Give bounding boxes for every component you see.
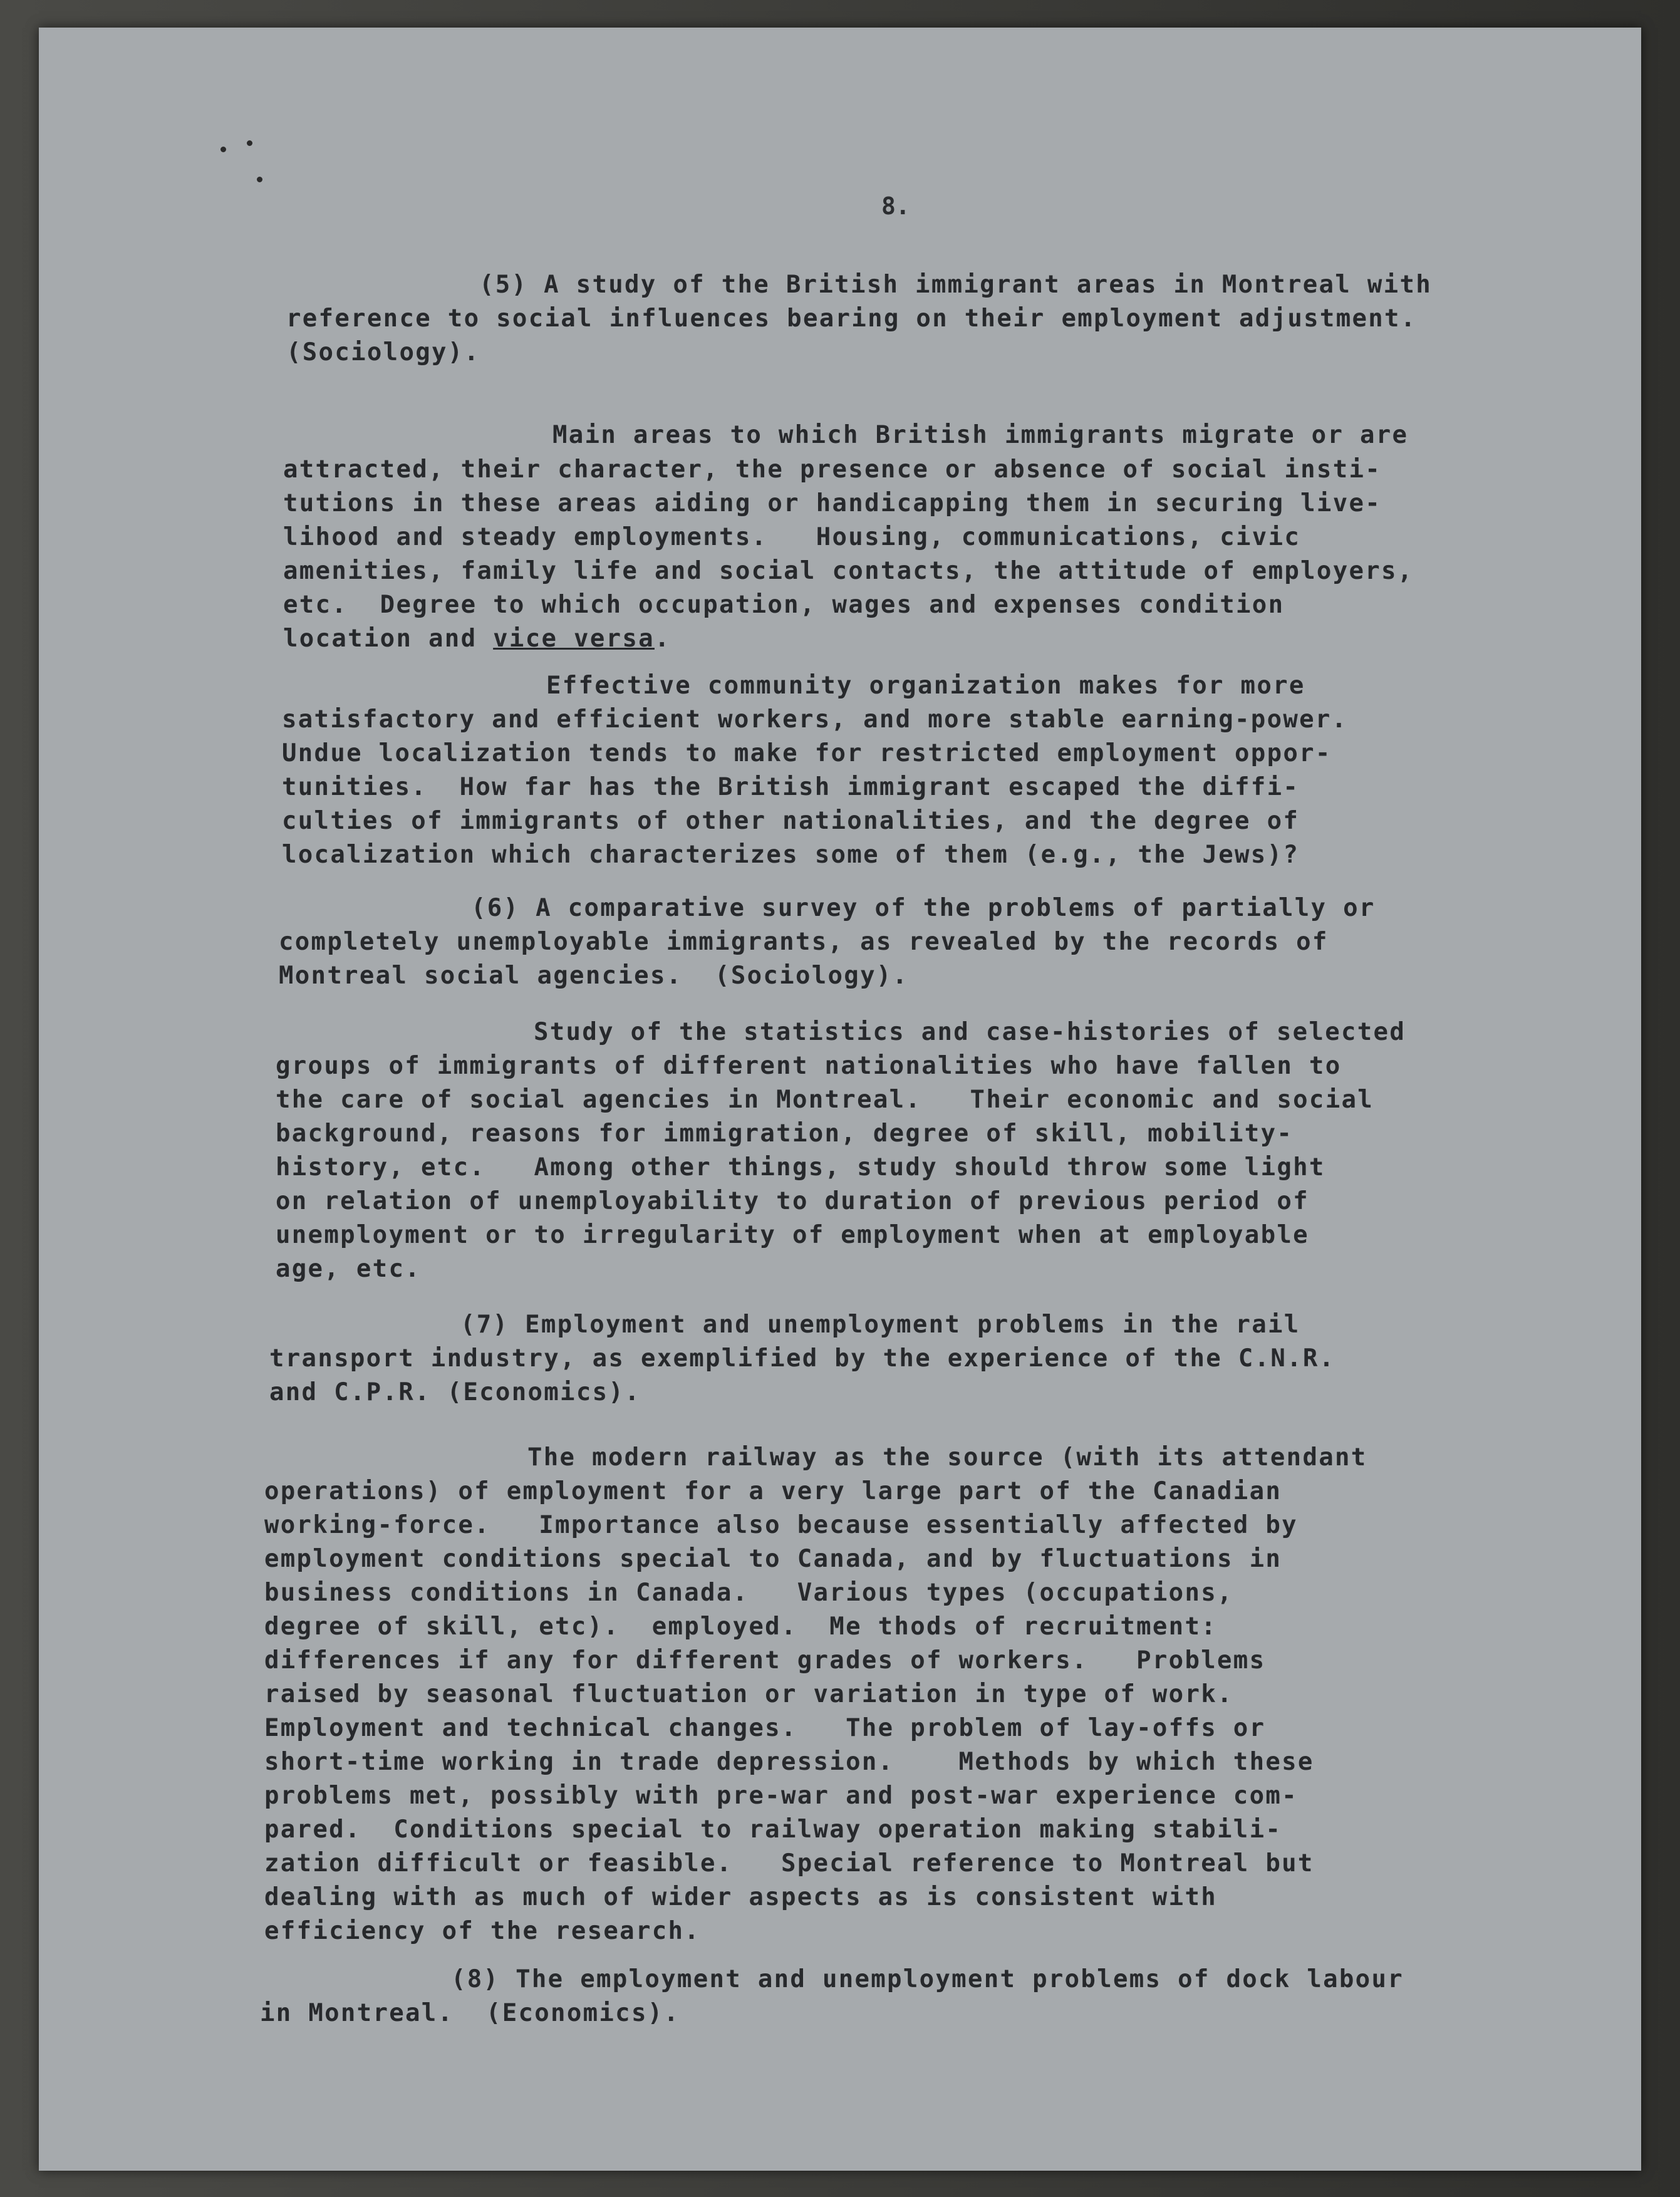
page-number: 8. xyxy=(881,192,910,220)
text-line: Study of the statistics and case-histories of selected xyxy=(534,1018,1406,1046)
text-line: completely unemployable immigrants, as revealed by the records of xyxy=(279,928,1329,956)
text-line: operations) of employment for a very large part of the Canadian xyxy=(264,1477,1282,1505)
document-page xyxy=(39,28,1641,2171)
text-line: The modern railway as the source (with its attendant xyxy=(527,1443,1367,1472)
text-line: degree of skill, etc). employed. Me thods of recruitment: xyxy=(264,1613,1218,1641)
text-line: transport industry, as exemplified by the experience of the C.N.R. xyxy=(269,1344,1335,1373)
text-line: in Montreal. (Economics). xyxy=(260,1999,680,2027)
text-line: amenities, family life and social contacts, the attitude of employers, xyxy=(283,557,1414,585)
text-line: raised by seasonal fluctuation or variation in type of work. xyxy=(264,1680,1233,1708)
text-line: employment conditions special to Canada, and by fluctuations in xyxy=(264,1545,1282,1573)
text-line: etc. Degree to which occupation, wages and expenses condition xyxy=(283,591,1285,619)
text-line: (6) A comparative survey of the problems of partially or xyxy=(471,894,1376,922)
text-line: Main areas to which British immigrants migrate or are xyxy=(552,421,1409,449)
text-line: Employment and technical changes. The problem of lay-offs or xyxy=(264,1714,1266,1742)
text-line: lihood and steady employments. Housing, communications, civic xyxy=(283,523,1301,551)
text-line: culties of immigrants of other nationalities, and the degree of xyxy=(282,807,1300,835)
text-line: differences if any for different grades of workers. Problems xyxy=(264,1646,1266,1675)
text-line: unemployment or to irregularity of employment when at employable xyxy=(276,1221,1309,1249)
text-line: (Sociology). xyxy=(286,338,480,366)
text-line: groups of immigrants of different nationalities who have fallen to xyxy=(276,1052,1342,1080)
text-line: (8) The employment and unemployment problems of dock labour xyxy=(451,1965,1404,1993)
text-line: Undue localization tends to make for restricted employment oppor- xyxy=(282,739,1332,767)
text-line: tunities. How far has the British immigrant escaped the diffi- xyxy=(282,773,1300,801)
text-line: dealing with as much of wider aspects as is consistent with xyxy=(264,1883,1218,1911)
text-line: location and vice versa. xyxy=(283,625,671,653)
text-line: business conditions in Canada. Various types (occupations, xyxy=(264,1579,1233,1607)
text-line: working-force. Importance also because essentially affected by xyxy=(264,1511,1298,1539)
text-line: attracted, their character, the presence or absence of social insti- xyxy=(283,455,1382,484)
text-line: on relation of unemployability to duration of previous period of xyxy=(276,1187,1309,1215)
text-line: efficiency of the research. xyxy=(264,1917,701,1945)
text-line: satisfactory and efficient workers, and more stable earning-power. xyxy=(282,705,1348,734)
text-line: age, etc. xyxy=(276,1255,422,1283)
underlined-phrase: vice versa xyxy=(493,625,655,653)
text-line: history, etc. Among other things, study should throw some light xyxy=(276,1153,1325,1182)
text-line: (7) Employment and unemployment problems in the rail xyxy=(460,1311,1300,1339)
text-line: Effective community organization makes for more xyxy=(546,672,1305,700)
text-line: and C.P.R. (Economics). xyxy=(269,1378,641,1406)
text-line: localization which characterizes some of them (e.g., the Jews)? xyxy=(282,841,1300,869)
text-line: short-time working in trade depression. Methods by which these xyxy=(264,1748,1314,1776)
text-line: Montreal social agencies. (Sociology). xyxy=(279,962,909,990)
page-marks xyxy=(220,140,264,190)
text-line: the care of social agencies in Montreal. Their economic and social xyxy=(276,1086,1374,1114)
text-line: background, reasons for immigration, degree of skill, mobility- xyxy=(276,1119,1294,1148)
text-line: zation difficult or feasible. Special reference to Montreal but xyxy=(264,1849,1314,1878)
text-line: (5) A study of the British immigrant areas in Montreal with xyxy=(479,271,1433,299)
text-line: reference to social influences bearing on their employment adjustment. xyxy=(286,304,1417,333)
text-line: tutions in these areas aiding or handicapping them in securing live- xyxy=(283,489,1382,517)
text-line: pared. Conditions special to railway operation making stabili- xyxy=(264,1815,1282,1844)
text-line: problems met, possibly with pre-war and post-war experience com- xyxy=(264,1782,1298,1810)
